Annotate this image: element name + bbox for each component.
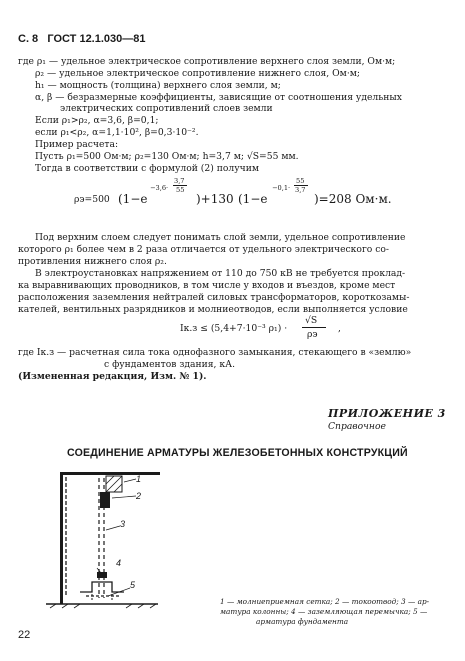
appendix-title: ПРИЛОЖЕНИЕ 3 [328, 407, 446, 420]
formula1-frac2-den: 3,7 [295, 186, 306, 194]
where-ikz-line1: где Iк.з — расчетная сила тока однофазного замыкания, стекающего в «землю» [18, 347, 412, 358]
formula2-tail: , [338, 323, 341, 334]
para1-line1: Под верхним слоем следует понимать слой земли, удельное сопротивление [35, 232, 406, 243]
foundation-outline [80, 582, 124, 592]
formula1-frac1-num: 3,7 [174, 177, 185, 185]
rebar-connection-figure [40, 468, 160, 620]
figure-label-5: 5 [130, 580, 136, 590]
para2-line3: расположения заземления нейтралей силовых трансформаторов, короткозамы- [18, 292, 410, 303]
formula-rho-e [70, 172, 390, 212]
where-ikz-line2: с фундаментов здания, кА. [104, 359, 235, 370]
standard-number: ГОСТ 12.1.030—81 [47, 33, 146, 45]
formula2-lhs: Iк.з ≤ (5,4+7·10⁻³ ρ₁) · [180, 323, 288, 334]
definition-h1: h₁ — мощность (толщина) верхнего слоя земли, м; [35, 80, 281, 91]
figure-label-4: 4 [116, 558, 122, 568]
example-then: Тогда в соответствии с формулой (2) получим [35, 163, 259, 174]
condition-1: Если ρ₁>ρ₂, α=3,6, β=0,1; [35, 115, 159, 126]
page-label: С. 8 [18, 33, 39, 45]
page-header [18, 33, 146, 45]
figure-caption-line3: арматура фундамента [256, 617, 349, 626]
definition-alpha-beta: α, β — безразмерные коэффициенты, зависящие от соотношения удельных [35, 92, 402, 103]
formula1-frac1-den: 55 [176, 186, 185, 194]
column-wall-left [60, 472, 63, 604]
roof-slab [60, 472, 160, 475]
formula1-paren1: (1−e [118, 192, 148, 206]
formula-ikz [180, 314, 380, 344]
para2-line1: В электроустановках напряжением от 110 до 750 кВ не требуется проклад- [35, 268, 406, 279]
down-conductor [100, 492, 110, 508]
definition-rho2: ρ₂ — удельное электрическое сопротивление нижнего слоя, Ом·м; [35, 68, 360, 79]
figure-label-3: 3 [120, 519, 126, 529]
amendment-note: (Измененная редакция, Изм. № 1). [18, 371, 207, 382]
section-title: СОЕДИНЕНИЕ АРМАТУРЫ ЖЕЛЕЗОБЕТОННЫХ КОНСТРУКЦИЙ [67, 447, 408, 459]
formula2-den: ρэ [307, 329, 318, 340]
figure-label-2: 2 [136, 491, 142, 501]
example-label: Пример расчета: [35, 139, 119, 150]
formula1-lhs: ρэ=500 [74, 194, 110, 205]
formula2-bar [302, 327, 326, 328]
figure-caption-line2: матура колонны; 4 — заземляющая перемычка; 5 — [220, 607, 428, 616]
formula1-plus: )+130 [196, 192, 234, 206]
appendix-subtitle: Справочное [328, 421, 386, 432]
para1-line2: которого ρ₁ более чем в 2 раза отличается от удельного электрического со- [18, 244, 389, 255]
formula2-num: √S [305, 315, 318, 326]
formula1-exp1: −3,6· [150, 184, 169, 192]
figure-label-1: 1 [136, 474, 142, 484]
definition-rho1: где ρ₁ — удельное электрическое сопротивление верхнего слоя земли, Ом·м; [18, 56, 396, 67]
definition-alpha-beta-cont: электрических сопротивлений слоев земли [60, 103, 273, 114]
condition-2: если ρ₁<ρ₂, α=1,1·10², β=0,3·10⁻². [35, 127, 199, 138]
para2-line4: кателей, вентильных разрядников и молниеотводов, если выполняется условие [18, 304, 408, 315]
formula1-exp2: −0,1· [272, 184, 291, 192]
grounding-jumper [97, 572, 107, 578]
formula1-paren2: (1−e [238, 192, 268, 206]
page-number: 22 [18, 629, 31, 641]
para2-line2: ка выравнивающих проводников, в том числе у входов и въездов, кроме мест [18, 280, 396, 291]
formula1-frac2-num: 55 [296, 177, 305, 185]
formula1-result: )=208 Ом·м. [314, 192, 392, 206]
example-given: Пусть ρ₁=500 Ом·м; ρ₂=130 Ом·м; h=3,7 м; √S=55 мм. [35, 151, 299, 162]
para1-line3: противления нижнего слоя ρ₂. [18, 256, 167, 267]
figure-caption-line1: 1 — молниеприемная сетка; 2 — токоотвод; 3 — ар- [220, 597, 430, 606]
